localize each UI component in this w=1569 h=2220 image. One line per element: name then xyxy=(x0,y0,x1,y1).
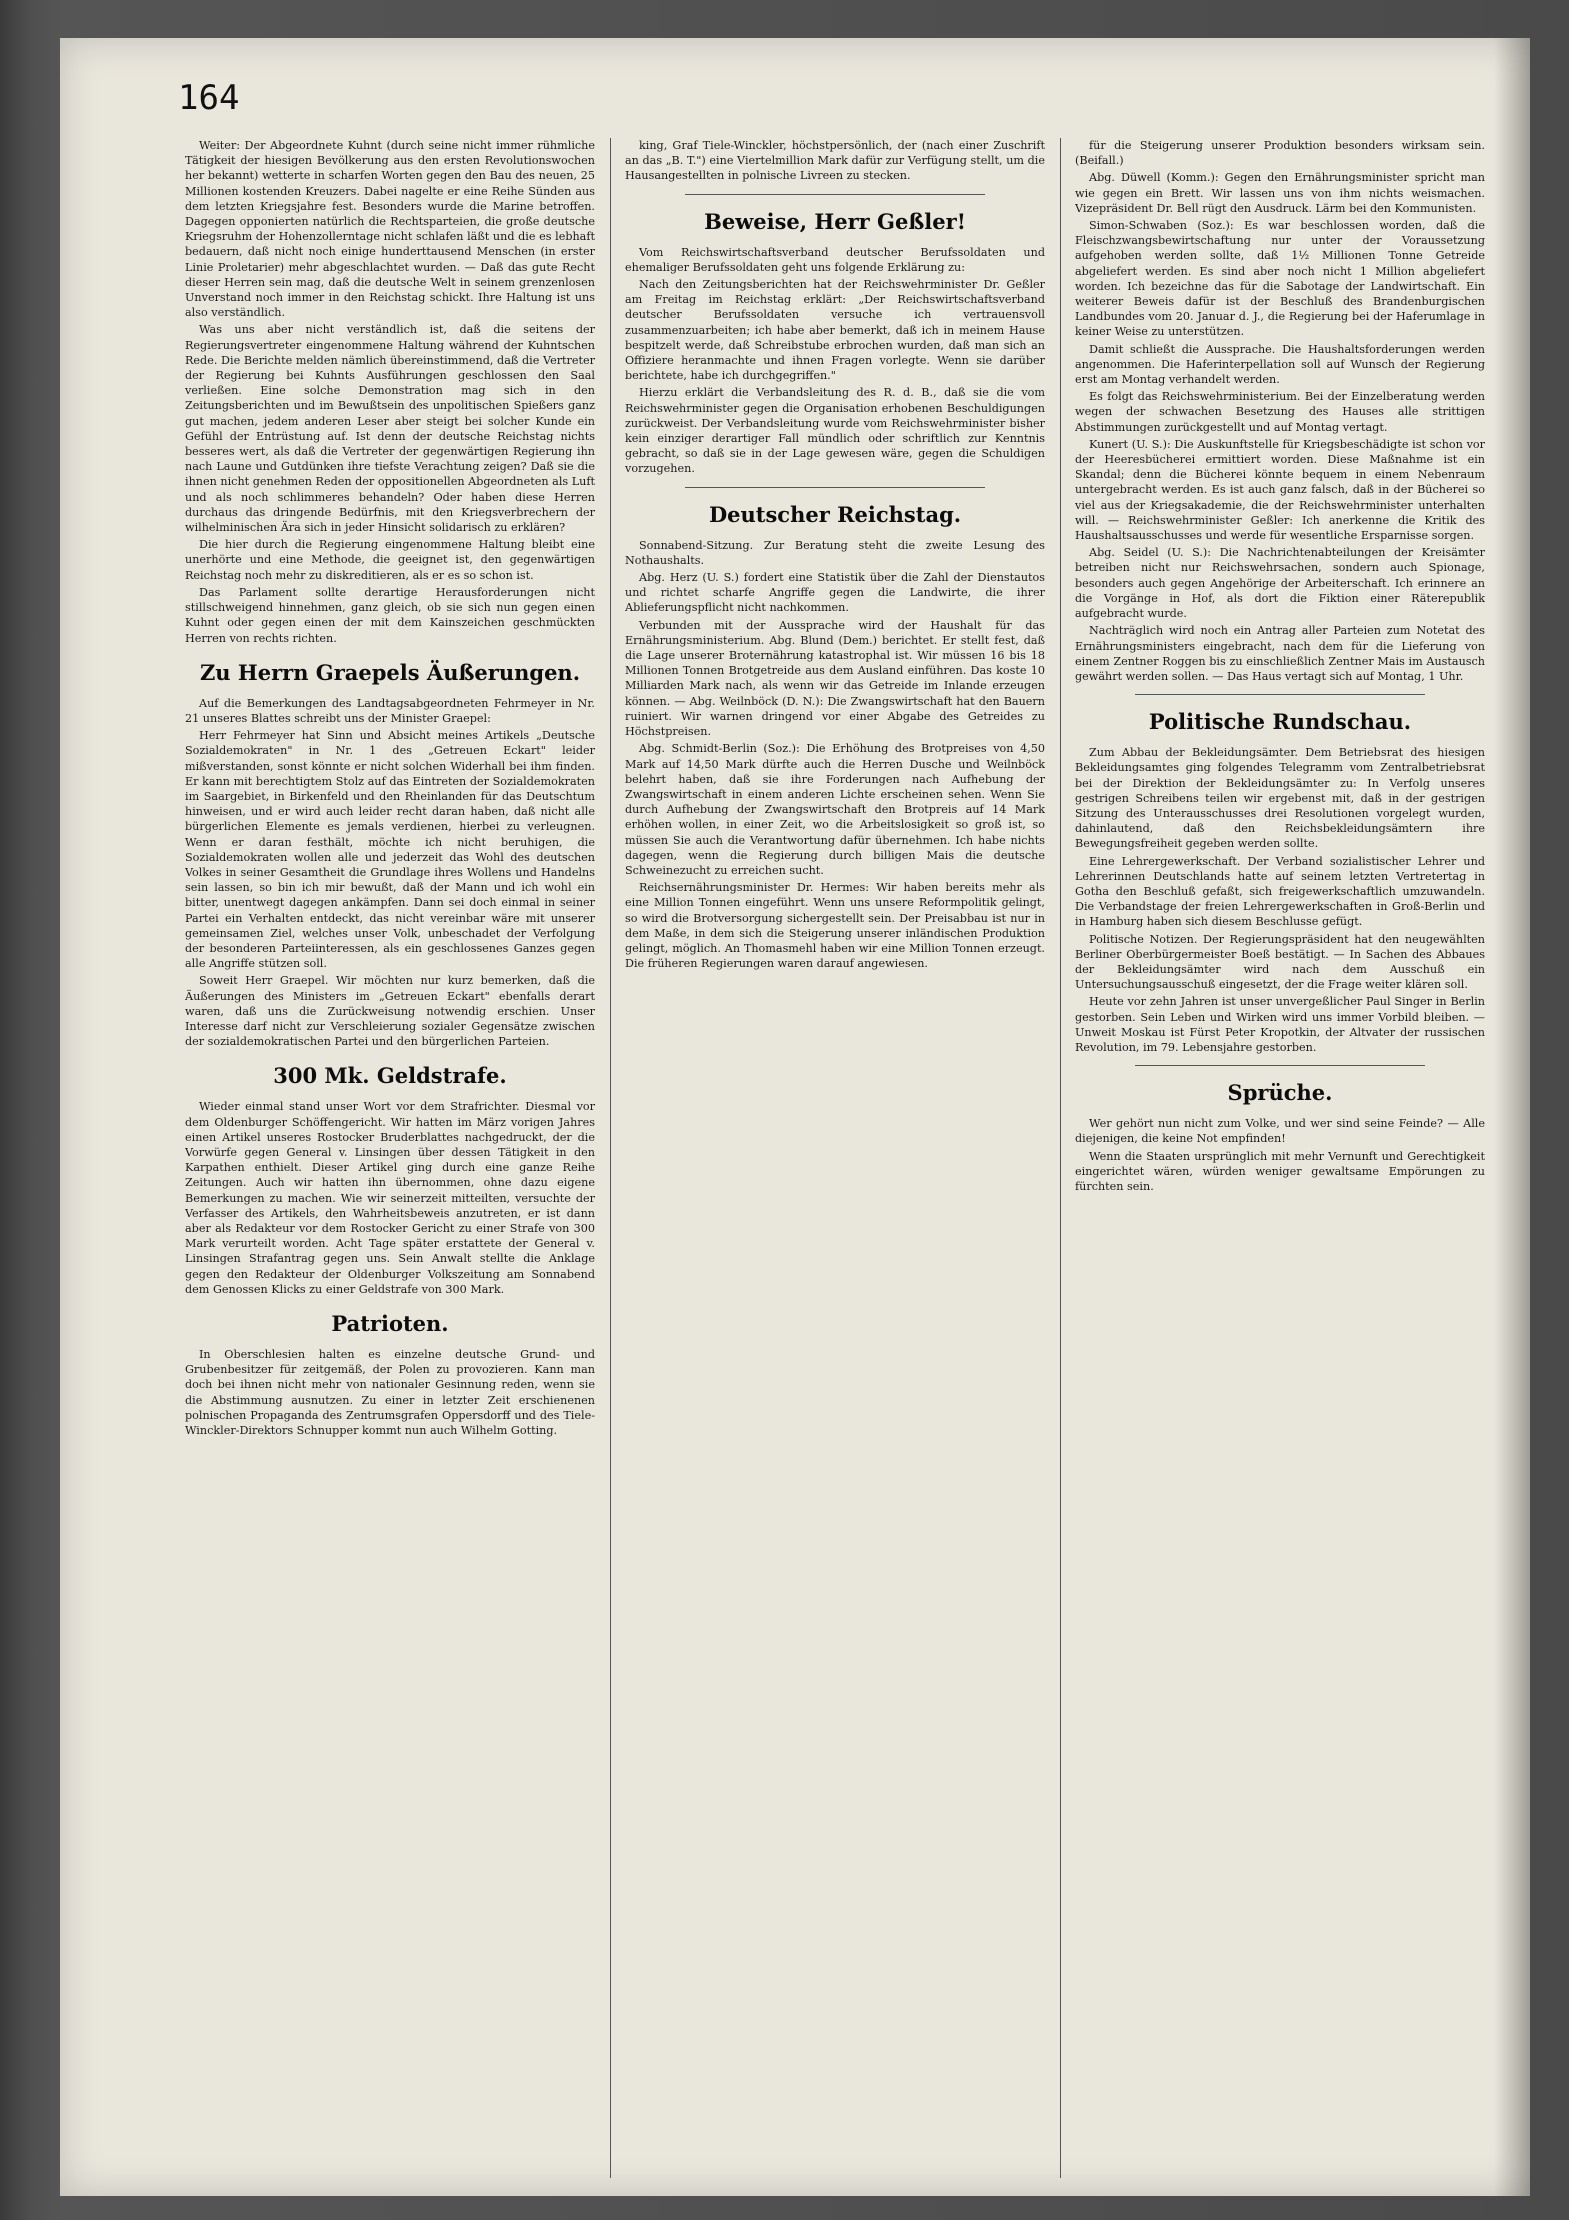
separator xyxy=(685,487,985,488)
paragraph: Soweit Herr Graepel. Wir möchten nur kurz bemerken, daß die Äußerungen des Ministers im „Getreuen Eckart" ebenfalls derart waren, daß uns die Zurückweisung notwendig erschien. Unser Interesse darf nicht zur Verschleierung sozialer Gegensätze zwischen der sozialdemokratischen Partei und den bürgerlichen Parteien. xyxy=(185,974,595,1049)
article-headline: Patrioten. xyxy=(331,1311,449,1337)
columns xyxy=(185,138,1485,2178)
column-rule xyxy=(610,138,611,2178)
paragraph: Abg. Schmidt-Berlin (Soz.): Die Erhöhung des Brotpreises von 4,50 Mark auf 14,50 Mark dürfte auch die Herren Dusche und Weilnböck belehrt haben, daß sie ihre Forderungen nach Aufhebung der Zwangswirtschaft in einem anderen Lichte erscheinen sehen. Wenn Sie durch Aufhebung der Zwangswirtschaft den Brotpreis auf 14 Mark erhöhen wollen, in einer Zeit, wo die Arbeitslosigkeit so groß ist, so müssen Sie auch die Verantwortung dafür übernehmen. Ich habe nichts dagegen, wenn die Regierung durch billigen Mais die deutsche Schweinezucht zu erreichen sucht. xyxy=(625,742,1045,877)
article-headline: 300 Mk. Geldstrafe. xyxy=(273,1063,507,1089)
article-headline: Beweise, Herr Geßler! xyxy=(704,208,966,234)
paragraph: Die hier durch die Regierung eingenommene Haltung bleibt eine unerhörte und eine Methode, die geeignet ist, den gegenwärtigen Reichstag noch mehr zu diskreditieren, als er es so schon ist. xyxy=(185,538,595,582)
paragraph: Verbunden mit der Aussprache wird der Haushalt für das Ernährungsministerium. Abg. Blund (Dem.) berichtet. Er stellt fest, daß die Lage unserer Broternährung katastrophal ist. Wir müssen 16 bis 18 Millionen Tonnen Brotgetreide aus dem Ausland einführen. Das koste 10 Milliarden Mark nach, als wenn wir das Getreide im Inlande erzeugen können. — Abg. Weilnböck (D. N.): Die Zwangswirtschaft hat den Bauern ruiniert. Wir warnen dringend vor einer Abgabe des Getreides zu Höchstpreisen. xyxy=(625,618,1045,739)
paragraph: Weiter: Der Abgeordnete Kuhnt (durch seine nicht immer rühmliche Tätigkeit der hiesigen Bevölkerung aus den ersten Revolutionswochen her bekannt) wetterte in scharfen Worten gegen den Bau des neuen, 25 Millionen kostenden Kreuzers. Dabei nagelte er eine Reihe Sünden aus dem letzten Kriegsjahre fest. Besonders wurde die Marine betroffen. Dagegen opponierten natürlich die Rechtsparteien, die große deutsche Kriegsruhm der Hohenzollerntage nicht schlafen läßt und die es lebhaft bedauern, daß nicht noch einige hunderttausend Menschen (in erster Linie Proletarier) mehr abgeschlachtet wurden. — Daß das gute Recht dieser Herren sein mag, daß die deutsche Welt in seinem grenzenlosen Unverstand noch immer in den Reichstag schickt. Ihre Haltung ist uns also verständlich. xyxy=(185,139,595,320)
column-1 xyxy=(185,138,595,2178)
paragraph: Auf die Bemerkungen des Landtagsabgeordneten Fehrmeyer in Nr. 21 unseres Blattes schreibt uns der Minister Graepel: xyxy=(185,696,595,725)
paragraph: Simon-Schwaben (Soz.): Es war beschlossen worden, daß die Fleischzwangsbewirtschaftung nur unter der Voraussetzung aufgehoben werden sollte, daß 1½ Millionen Tonne Getreide abgeliefert werden. Es sind aber noch nicht 1 Million abgeliefert worden. Ich bezeichne das für die Sabotage der Landwirtschaft. Ein weiterer Beweis dafür ist der Beschluß des Brandenburgischen Landbundes vom 20. Januar d. J., die Regierung bei der Haferumlage in keiner Weise zu unterstützen. xyxy=(1075,219,1485,339)
paragraph: Damit schließt die Aussprache. Die Haushaltsforderungen werden angenommen. Die Haferinterpellation soll auf Wunsch der Regierung erst am Montag verhandelt werden. xyxy=(1075,342,1485,387)
paragraph: Abg. Seidel (U. S.): Die Nachrichtenabteilungen der Kreisämter betreiben nicht nur Reichswehrsachen, sondern auch Spionage, besonders auch gegen Angehörige der Arbeiterschaft. Ich erinnere an die Vorgänge in Hof, als dort die Fiktion einer Räterepublik aufgebracht wurde. xyxy=(1075,546,1485,621)
paragraph: king, Graf Tiele-Winckler, höchstpersönlich, der (nach einer Zuschrift an das „B. T.") eine Viertelmillion Mark dafür zur Verfügung stellt, um die Hausangestellten in polnische Livreen zu stecken. xyxy=(625,139,1045,183)
paragraph: Abg. Herz (U. S.) fordert eine Statistik über die Zahl der Dienstautos und richtet scharfe Angriffe gegen die Landwirte, die ihrer Ablieferungspflicht nicht nachkommen. xyxy=(625,571,1045,615)
paragraph: Nachträglich wird noch ein Antrag aller Parteien zum Notetat des Ernährungsministers eingebracht, nach dem für die Lieferung von einem Zentner Roggen bis zu einschließlich Zentner Mais im Austausch gewährt werden sollen. — Das Haus vertagt sich auf Montag, 1 Uhr. xyxy=(1075,624,1485,683)
paragraph: Politische Notizen. Der Regierungspräsident hat den neugewählten Berliner Oberbürgermeister Boeß bestätigt. — In Sachen des Abbaues der Bekleidungsämter wird nach dem Ausschuß ein Untersuchungsausschuß eingesetzt, der die Frage weiter klären soll. xyxy=(1075,932,1485,992)
paragraph: Abg. Düwell (Komm.): Gegen den Ernährungsminister spricht man wie gegen ein Brett. Wir lassen uns von ihm nichts weismachen. Vizepräsident Dr. Bell rügt den Ausdruck. Lärm bei den Kommunisten. xyxy=(1075,171,1485,215)
paragraph: für die Steigerung unserer Produktion besonders wirksam sein. (Beifall.) xyxy=(1075,139,1485,168)
paragraph: In Oberschlesien halten es einzelne deutsche Grund- und Grubenbesitzer für zeitgemäß, der Polen zu provozieren. Kann man doch bei ihnen nicht mehr von nationaler Gesinnung reden, wenn sie die Abstimmung ausnutzen. Zu einer in letzter Zeit erschienenen polnischen Propaganda des Zentrumsgrafen Oppersdorff und des Tiele-Winckler-Direktors Schnupper kommt nun auch Wilhelm Gotting. xyxy=(185,1348,595,1438)
article-headline: Zu Herrn Graepels Äußerungen. xyxy=(199,659,581,685)
page-number: 164 xyxy=(178,78,240,118)
paragraph: Wieder einmal stand unser Wort vor dem Strafrichter. Diesmal vor dem Oldenburger Schöffengericht. Wir hatten im März vorigen Jahres einen Artikel unseres Rostocker Bruderblattes nachgedruckt, der die Vorwürfe gegen General v. Linsingen über dessen Tätigkeit in den Karpathen enthielt. Dieser Artikel ging durch eine ganze Reihe Zeitungen. Auch wir hatten ihn übernommen, ohne dazu eigene Bemerkungen zu machen. Wie wir seinerzeit mitteilten, versuchte der Verfasser des Artikels, den Wahrheitsbeweis anzutreten, er ist dann aber als Redakteur vor dem Rostocker Gericht zu einer Strafe von 300 Mark verurteilt worden. Acht Tage später erstattete der General v. Linsingen Strafantrag gegen uns. Sein Anwalt stellte die Anklage gegen den Redakteur der Oldenburger Volkszeitung am Sonnabend dem Genossen Klicks zu einer Geldstrafe von 300 Mark. xyxy=(185,1100,595,1296)
separator xyxy=(1135,694,1425,695)
paragraph: Vom Reichswirtschaftsverband deutscher Berufssoldaten und ehemaliger Berufssoldaten geht uns folgende Erklärung zu: xyxy=(625,245,1045,274)
article-headline: Politische Rundschau. xyxy=(1148,709,1412,735)
separator xyxy=(1135,1065,1425,1066)
paragraph: Hierzu erklärt die Verbandsleitung des R. d. B., daß sie die vom Reichswehrminister gegen die Organisation erhobenen Beschuldigungen zurückweist. Der Verbandsleitung wurde vom Reichswehrminister bisher kein einziger derartiger Fall mündlich oder schriftlich zur Kenntnis gebracht, so daß sie in der Lage gewesen wäre, gegen die Schuldigen vorzugehen. xyxy=(625,386,1045,476)
paragraph: Eine Lehrergewerkschaft. Der Verband sozialistischer Lehrer und Lehrerinnen Deutschlands hatte auf seinem letzten Vertretertag in Gotha den Beschluß gefaßt, sich freigewerkschaftlich umzuwandeln. Die Verbandstage der freien Lehrergewerkschaften in Groß-Berlin und in Hamburg haben sich diesem Beschlusse gefügt. xyxy=(1075,854,1485,929)
paragraph: Herr Fehrmeyer hat Sinn und Absicht meines Artikels „Deutsche Sozialdemokraten" in Nr. 1 des „Getreuen Eckart" leider mißverstanden, sonst könnte er nicht solchen Widerhall bei ihm finden. Er kann mit berechtigtem Stolz auf das Eintreten der Sozialdemokraten im Saargebiet, in Birkenfeld und den Rheinlanden für das Deutschtum hinweisen, und er wird auch leider recht daran haben, daß nicht alle bürgerlichen Elemente es jemals verdienen, hierbei zu verleugnen. Wenn er daran festhält, möchte ich nicht beruhigen, die Sozialdemokraten wollen alle und jederzeit das Wohl des deutschen Volkes in seiner Gesamtheit die Grundlage ihres Wollens und Handelns sein lassen, so bin ich mir bewußt, daß der Mann und ich wohl ein bitter, unentwegt dagegen ankämpfen. Dann sei doch einmal in seiner Partei ein Verhalten entdeckt, das nicht vereinbar wäre mit unserer gemeinsamen Ziel, welches unser Volk, unbeschadet der Verfolgung der besonderen Parteiinteressen, als ein geschlossenes Ganzes gegen alle Angriffe stützen soll. xyxy=(185,729,595,971)
paragraph: Kunert (U. S.): Die Auskunftstelle für Kriegsbeschädigte ist schon vor der Heeresbücherei ermittiert worden. Diese Maßnahme ist ein Skandal; denn die Bücherei könnte bequem in einem Nebenraum untergebracht werden. Es ist auch ganz falsch, daß in der Bücherei so viel aus der Kriegsakademie, die der Reichswehrminister unterhalten will. — Reichswehrminister Geßler: Ich anerkenne die Kritik des Haushaltsausschusses und werde für wesentliche Ersparnisse sorgen. xyxy=(1075,437,1485,543)
paragraph: Reichsernährungsminister Dr. Hermes: Wir haben bereits mehr als eine Million Tonnen eingeführt. Wenn uns unsere Reformpolitik gelingt, so wird die Brotversorgung sichergestellt sein. Der Preisabbau ist nur in dem Maße, in dem sich die Steigerung unserer inländischen Produktion gelingt, möglich. An Thomasmehl haben wir eine Million Tonnen erzeugt. Die früheren Regierungen waren darauf angewiesen. xyxy=(625,881,1045,971)
paragraph: Was uns aber nicht verständlich ist, daß die seitens der Regierungsvertreter eingenommene Haltung während der Kuhntschen Rede. Die Berichte melden nämlich übereinstimmend, daß die Vertreter der Regierung bei Kuhnts Ausführungen geschlossen den Saal verließen. Eine solche Demonstration mag sich in den Zeitungsberichten und im Bewußtsein des unpolitischen Spießers ganz gut machen, jedem anderen Leser aber steigt bei solcher Kunde ein Gefühl der Entrüstung auf. Ist denn der deutsche Reichstag nichts besseres wert, als daß die Vertreter der gegenwärtigen Regierung ihn nach Laune und Gutdünken ihre tiefste Verachtung zeigen? Daß sie die ihnen nicht genehmen Reden der oppositionellen Abgeordneten als Luft und als noch schlimmeres behandeln? Oder haben diese Herren durchaus das dringende Bedürfnis, mit den Kriegsverbrechern der wilhelminischen Ära sich in jeder Hinsicht solidarisch zu erklären? xyxy=(185,323,595,535)
paragraph: Sonnabend-Sitzung. Zur Beratung steht die zweite Lesung des Nothaushalts. xyxy=(625,538,1045,567)
newspaper-page xyxy=(60,38,1530,2196)
paragraph: Wenn die Staaten ursprünglich mit mehr Vernunft und Gerechtigkeit eingerichtet wären, würden weniger gewaltsame Empörungen zu fürchten sein. xyxy=(1075,1149,1485,1193)
paragraph: Zum Abbau der Bekleidungsämter. Dem Betriebsrat des hiesigen Bekleidungsamtes ging folgendes Telegramm vom Zentralbetriebsrat bei der Direktion der Bekleidungsämter zu: In Verfolg unseres gestrigen Schreibens teilen wir ergebenst mit, daß in der gestrigen Sitzung des Unterausschusses drei Resolutionen vorgelegt wurden, dahinlautend, daß den Reichsbekleidungsämtern ihre Bewegungsfreiheit gegeben werden sollte. xyxy=(1075,746,1485,851)
paragraph: Nach den Zeitungsberichten hat der Reichswehrminister Dr. Geßler am Freitag im Reichstag erklärt: „Der Reichswirtschaftsverband deutscher Berufssoldaten versuche ich vertrauensvoll zusammenzuarbeiten; ich habe aber bemerkt, daß ich in meinem Hause bespitzelt werde, daß Schreibstube erbrochen wurden, daß man sich an Offiziere heranmachte und ihnen Fragen vorlegte. Wenn sie darüber berichtete, habe ich durchgegriffen." xyxy=(625,278,1045,383)
binding-shadow xyxy=(1494,38,1530,2196)
paragraph: Das Parlament sollte derartige Herausforderungen nicht stillschweigend hinnehmen, ganz gleich, ob sie sich nun gegen einen Kuhnt oder gegen einen der mit dem Kainszeichen geschmückten Herren von rechts richten. xyxy=(185,585,595,645)
article-headline: Deutscher Reichstag. xyxy=(708,501,962,527)
separator xyxy=(685,194,985,195)
column-2 xyxy=(625,138,1045,2178)
paragraph: Heute vor zehn Jahren ist unser unvergeßlicher Paul Singer in Berlin gestorben. Sein Leben und Wirken wird uns immer Vorbild bleiben. — Unweit Moskau ist Fürst Peter Kropotkin, der Altvater der russischen Revolution, im 79. Lebensjahre gestorben. xyxy=(1075,995,1485,1054)
article-headline: Sprüche. xyxy=(1227,1080,1333,1106)
column-3 xyxy=(1075,138,1485,2178)
column-rule xyxy=(1060,138,1061,2178)
paragraph: Es folgt das Reichswehrministerium. Bei der Einzelberatung werden wegen der schwachen Besetzung des Hauses alle strittigen Abstimmungen zurückgestellt und auf Montag vertagt. xyxy=(1075,390,1485,434)
paragraph: Wer gehört nun nicht zum Volke, und wer sind seine Feinde? — Alle diejenigen, die keine Not empfinden! xyxy=(1075,1117,1485,1146)
